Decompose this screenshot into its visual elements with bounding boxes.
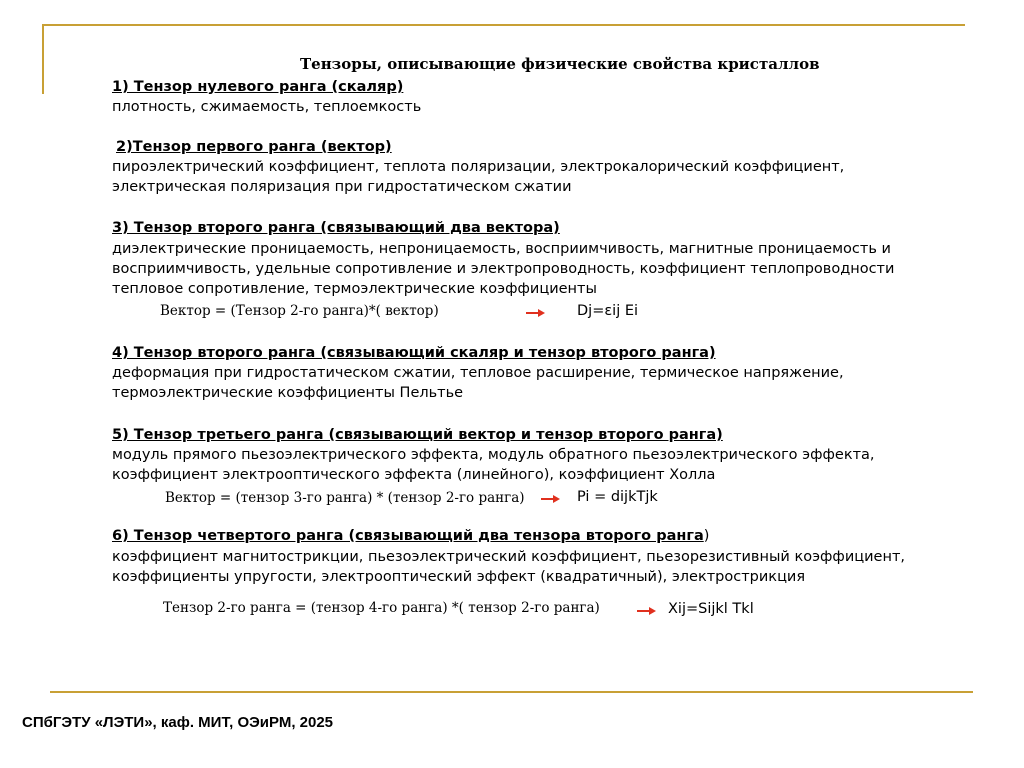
section-2-line-2: электрическая поляризация при гидростатическом сжатии <box>112 179 572 195</box>
bottom-border-rule <box>50 691 973 693</box>
section-5-line-2: коэффициент электрооптического эффекта (линейного), коэффициент Холла <box>112 467 716 483</box>
footer-credit: СПбГЭТУ «ЛЭТИ», каф. МИТ, ОЭиРМ, 2025 <box>22 714 334 731</box>
section-2-line-1: пироэлектрический коэффициент, теплота поляризации, электрокалорический коэффициент, <box>112 159 845 175</box>
section-2-heading: 2)Тензор первого ранга (вектор) <box>116 139 392 155</box>
arrow-right-icon <box>637 606 657 616</box>
section-3-line-1: диэлектрические проницаемость, непроницаемость, восприимчивость, магнитные проницаемость и <box>112 241 891 257</box>
section-6-formula-text: Тензор 2-го ранга = (тензор 4-го ранга) *( тензор 2-го ранга) <box>163 600 600 616</box>
section-4-line-2: термоэлектрические коэффициенты Пельтье <box>112 385 464 401</box>
section-3-heading: 3) Тензор второго ранга (связывающий два вектора) <box>112 220 560 236</box>
section-6-line-2: коэффициенты упругости, электрооптический эффект (квадратичный), электрострикция <box>112 569 806 585</box>
section-3-formula-text: Вектор = (Тензор 2-го ранга)*( вектор) <box>160 303 439 319</box>
section-5-formula-text: Вектор = (тензор 3-го ранга) * (тензор 2-го ранга) <box>165 490 525 506</box>
arrow-right-icon <box>526 308 546 318</box>
section-5-line-1: модуль прямого пьезоэлектрического эффекта, модуль обратного пьезоэлектрического эффекта, <box>112 447 875 463</box>
section-6-heading: 6) Тензор четвертого ранга (связывающий два тензора второго ранга <box>112 528 704 544</box>
section-4-line-1: деформация при гидростатическом сжатии, тепловое расширение, термическое напряжение, <box>112 365 844 381</box>
section-1-heading: 1) Тензор нулевого ранга (скаляр) <box>112 79 404 95</box>
slide-title: Тензоры, описывающие физические свойства кристаллов <box>300 55 820 73</box>
section-3-line-2: восприимчивость, удельные сопротивление и электропроводность, коэффициент теплопроводности <box>112 261 895 277</box>
section-4-heading: 4) Тензор второго ранга (связывающий скаляр и тензор второго ранга) <box>112 345 716 361</box>
left-border-rule <box>42 24 44 94</box>
section-6-heading-row <box>112 526 709 546</box>
section-5-formula: Pi = dijkTjk <box>577 489 658 505</box>
top-border-rule <box>42 24 965 26</box>
arrow-right-icon <box>541 494 561 504</box>
section-3-formula: Dj=εij Ei <box>577 303 639 319</box>
section-6-heading-tail: ) <box>703 528 710 544</box>
section-3-line-3: тепловое сопротивление, термоэлектрические коэффициенты <box>112 281 597 297</box>
section-1-line-1: плотность, сжимаемость, теплоемкость <box>112 99 422 115</box>
section-5-heading: 5) Тензор третьего ранга (связывающий вектор и тензор второго ранга) <box>112 427 723 443</box>
section-6-formula: Xij=Sijkl Tkl <box>668 601 754 617</box>
section-6-line-1: коэффициент магнитострикции, пьезоэлектрический коэффициент, пьезорезистивный коэффициент, <box>112 549 905 565</box>
